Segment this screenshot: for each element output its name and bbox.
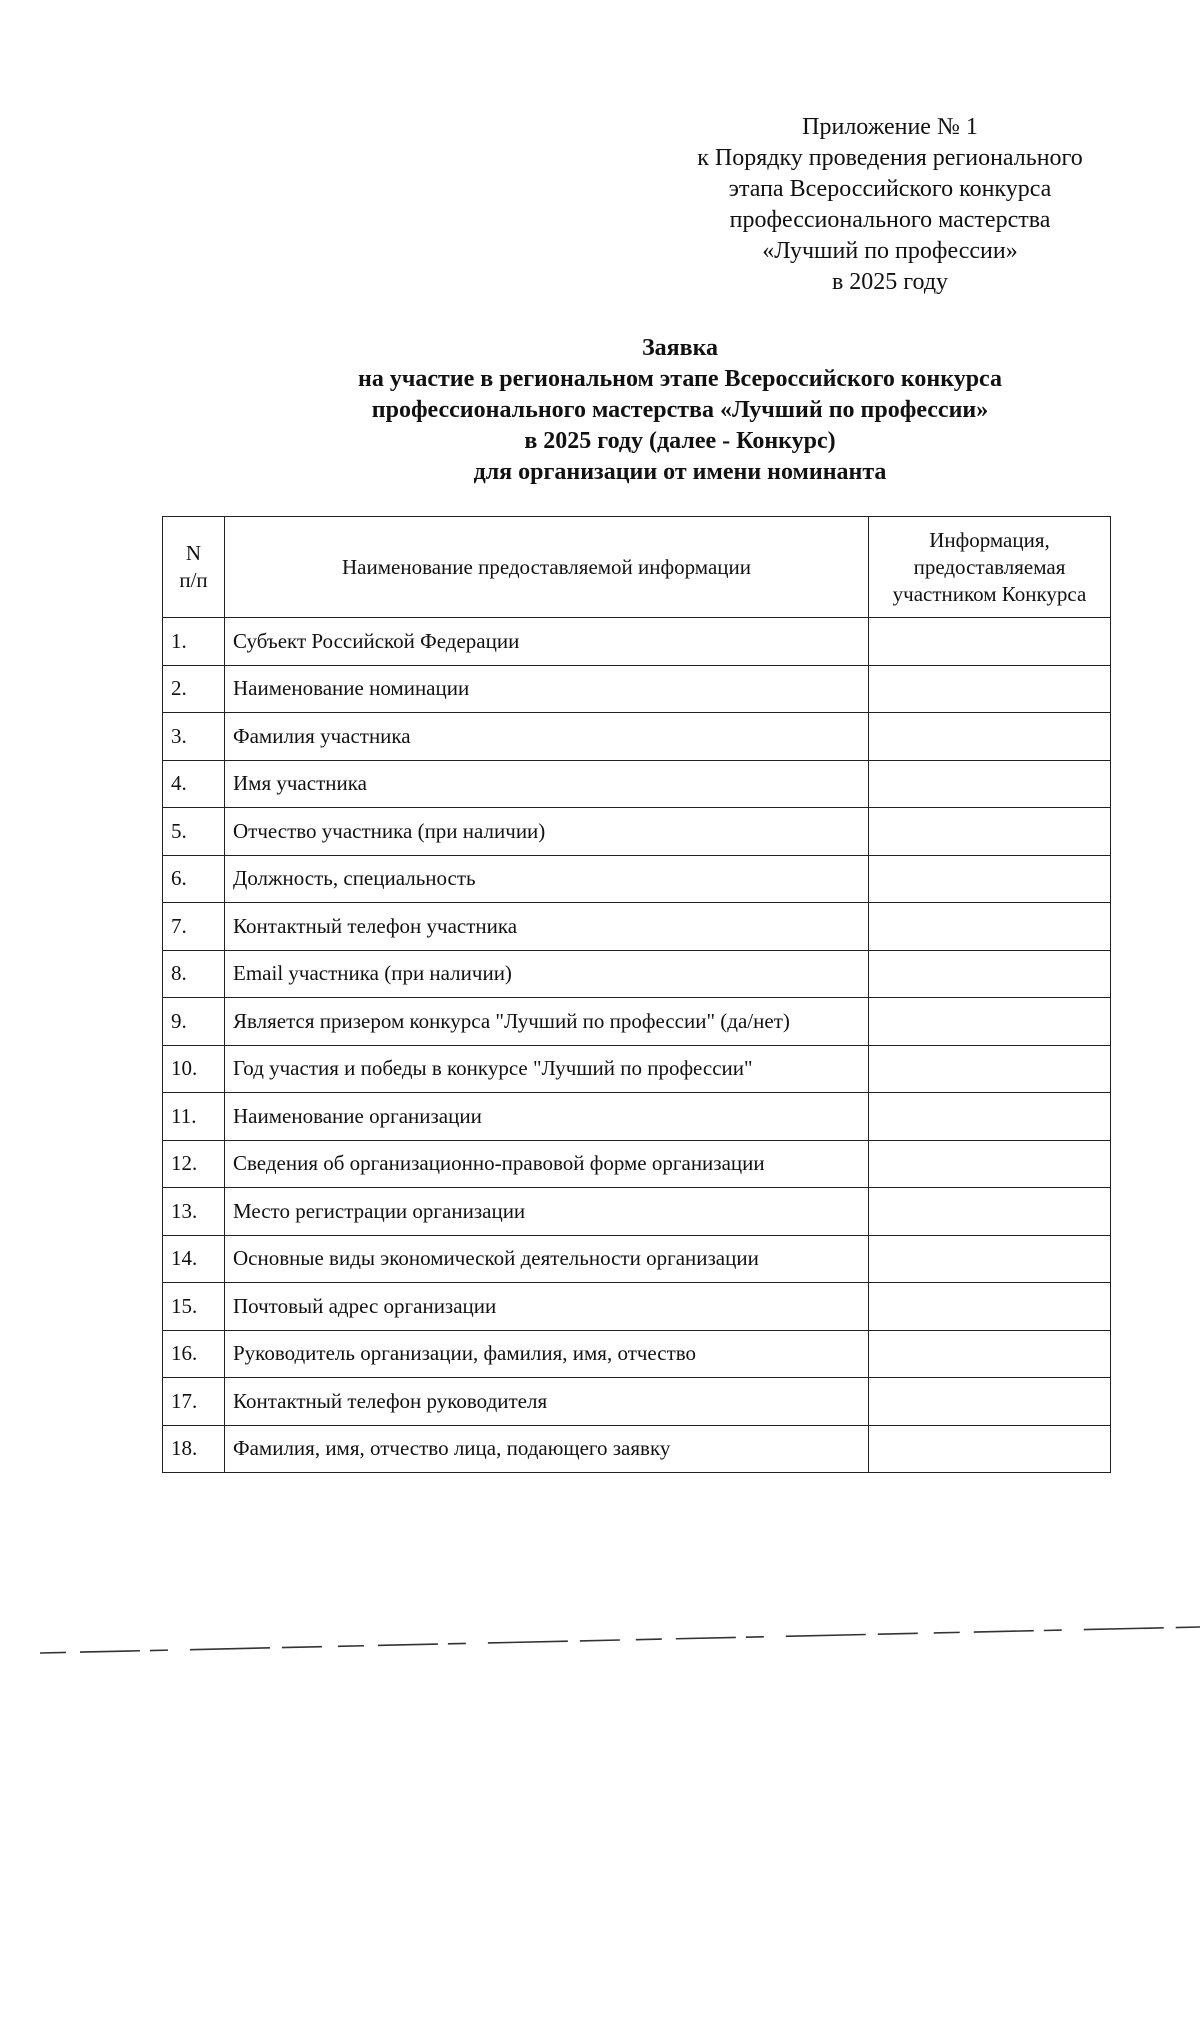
row-number: 9.: [163, 998, 225, 1046]
row-value-field[interactable]: [869, 665, 1111, 713]
table-row: [163, 665, 1111, 713]
row-value-field[interactable]: [869, 1188, 1111, 1236]
row-number: 10.: [163, 1045, 225, 1093]
table-row: [163, 998, 1111, 1046]
table-row: [163, 950, 1111, 998]
table-row: [163, 808, 1111, 856]
document-title: [160, 333, 1200, 488]
table-row: [163, 1330, 1111, 1378]
row-number: 3.: [163, 713, 225, 761]
appendix-header: [660, 112, 1120, 298]
table-row: [163, 1140, 1111, 1188]
row-value-field[interactable]: [869, 950, 1111, 998]
row-label: Место регистрации организации: [225, 1188, 869, 1236]
appendix-line: к Порядку проведения регионального: [697, 145, 1083, 171]
row-label: Фамилия участника: [225, 713, 869, 761]
appendix-line: профессионального мастерства: [729, 207, 1051, 233]
title-line: на участие в региональном этапе Всероссийского конкурса: [357, 366, 1002, 392]
table-row: [163, 713, 1111, 761]
row-number: 1.: [163, 618, 225, 666]
row-value-field[interactable]: [869, 1093, 1111, 1141]
row-number: 8.: [163, 950, 225, 998]
row-label: Почтовый адрес организации: [225, 1283, 869, 1331]
row-label: Наименование номинации: [225, 665, 869, 713]
row-number: 18.: [163, 1425, 225, 1473]
row-number: 13.: [163, 1188, 225, 1236]
table-header-row: [163, 517, 1111, 618]
row-value-field[interactable]: [869, 1283, 1111, 1331]
table-row: [163, 618, 1111, 666]
table-row: [163, 760, 1111, 808]
row-value-field[interactable]: [869, 1045, 1111, 1093]
title-line: профессионального мастерства «Лучший по профессии»: [371, 397, 989, 423]
title-line: в 2025 году (далее - Конкурс): [524, 428, 836, 454]
row-value-field[interactable]: [869, 998, 1111, 1046]
row-label: Год участия и победы в конкурсе "Лучший по профессии": [225, 1045, 869, 1093]
appendix-line: «Лучший по профессии»: [762, 238, 1018, 264]
row-value-field[interactable]: [869, 808, 1111, 856]
row-value-field[interactable]: [869, 903, 1111, 951]
row-number: 5.: [163, 808, 225, 856]
appendix-line: Приложение № 1: [802, 114, 978, 140]
header-name: Наименование предоставляемой информации: [225, 517, 869, 618]
table-body: [163, 618, 1111, 1473]
row-value-field[interactable]: [869, 1235, 1111, 1283]
header-info-line: предоставляемая: [913, 554, 1066, 579]
row-value-field[interactable]: [869, 1140, 1111, 1188]
table-row: [163, 903, 1111, 951]
row-label: Отчество участника (при наличии): [225, 808, 869, 856]
table-row: [163, 1378, 1111, 1426]
appendix-line: этапа Всероссийского конкурса: [728, 176, 1052, 202]
header-number-line: п/п: [179, 568, 208, 592]
row-label: Является призером конкурса "Лучший по профессии" (да/нет): [225, 998, 869, 1046]
row-number: 7.: [163, 903, 225, 951]
row-value-field[interactable]: [869, 713, 1111, 761]
row-label: Руководитель организации, фамилия, имя, отчество: [225, 1330, 869, 1378]
row-label: Сведения об организационно-правовой форме организации: [225, 1140, 869, 1188]
row-value-field[interactable]: [869, 1378, 1111, 1426]
row-number: 4.: [163, 760, 225, 808]
header-info-line: участником Конкурса: [892, 581, 1087, 606]
row-number: 6.: [163, 855, 225, 903]
row-value-field[interactable]: [869, 1425, 1111, 1473]
row-value-field[interactable]: [869, 618, 1111, 666]
row-label: Наименование организации: [225, 1093, 869, 1141]
application-table: [162, 516, 1111, 1473]
row-number: 15.: [163, 1283, 225, 1331]
separator-line: [40, 1620, 1200, 1660]
row-label: Email участника (при наличии): [225, 950, 869, 998]
table-row: [163, 1235, 1111, 1283]
row-label: Основные виды экономической деятельности организации: [225, 1235, 869, 1283]
row-label: Должность, специальность: [225, 855, 869, 903]
row-number: 16.: [163, 1330, 225, 1378]
row-number: 2.: [163, 665, 225, 713]
row-label: Субъект Российской Федерации: [225, 618, 869, 666]
row-label: Контактный телефон участника: [225, 903, 869, 951]
title-line: Заявка: [641, 335, 719, 361]
row-number: 11.: [163, 1093, 225, 1141]
header-number: [163, 517, 225, 618]
row-label: Имя участника: [225, 760, 869, 808]
table-row: [163, 1093, 1111, 1141]
table-row: [163, 1188, 1111, 1236]
row-number: 14.: [163, 1235, 225, 1283]
row-value-field[interactable]: [869, 760, 1111, 808]
table-row: [163, 855, 1111, 903]
table-row: [163, 1283, 1111, 1331]
header-info-line: Информация,: [929, 527, 1050, 552]
title-line: для организации от имени номинанта: [473, 459, 887, 485]
row-value-field[interactable]: [869, 855, 1111, 903]
table-row: [163, 1045, 1111, 1093]
row-value-field[interactable]: [869, 1330, 1111, 1378]
row-label: Контактный телефон руководителя: [225, 1378, 869, 1426]
row-number: 12.: [163, 1140, 225, 1188]
table-row: [163, 1425, 1111, 1473]
header-info: [869, 517, 1111, 618]
row-label: Фамилия, имя, отчество лица, подающего заявку: [225, 1425, 869, 1473]
header-number-line: N: [185, 541, 202, 565]
row-number: 17.: [163, 1378, 225, 1426]
appendix-line: в 2025 году: [831, 269, 949, 295]
